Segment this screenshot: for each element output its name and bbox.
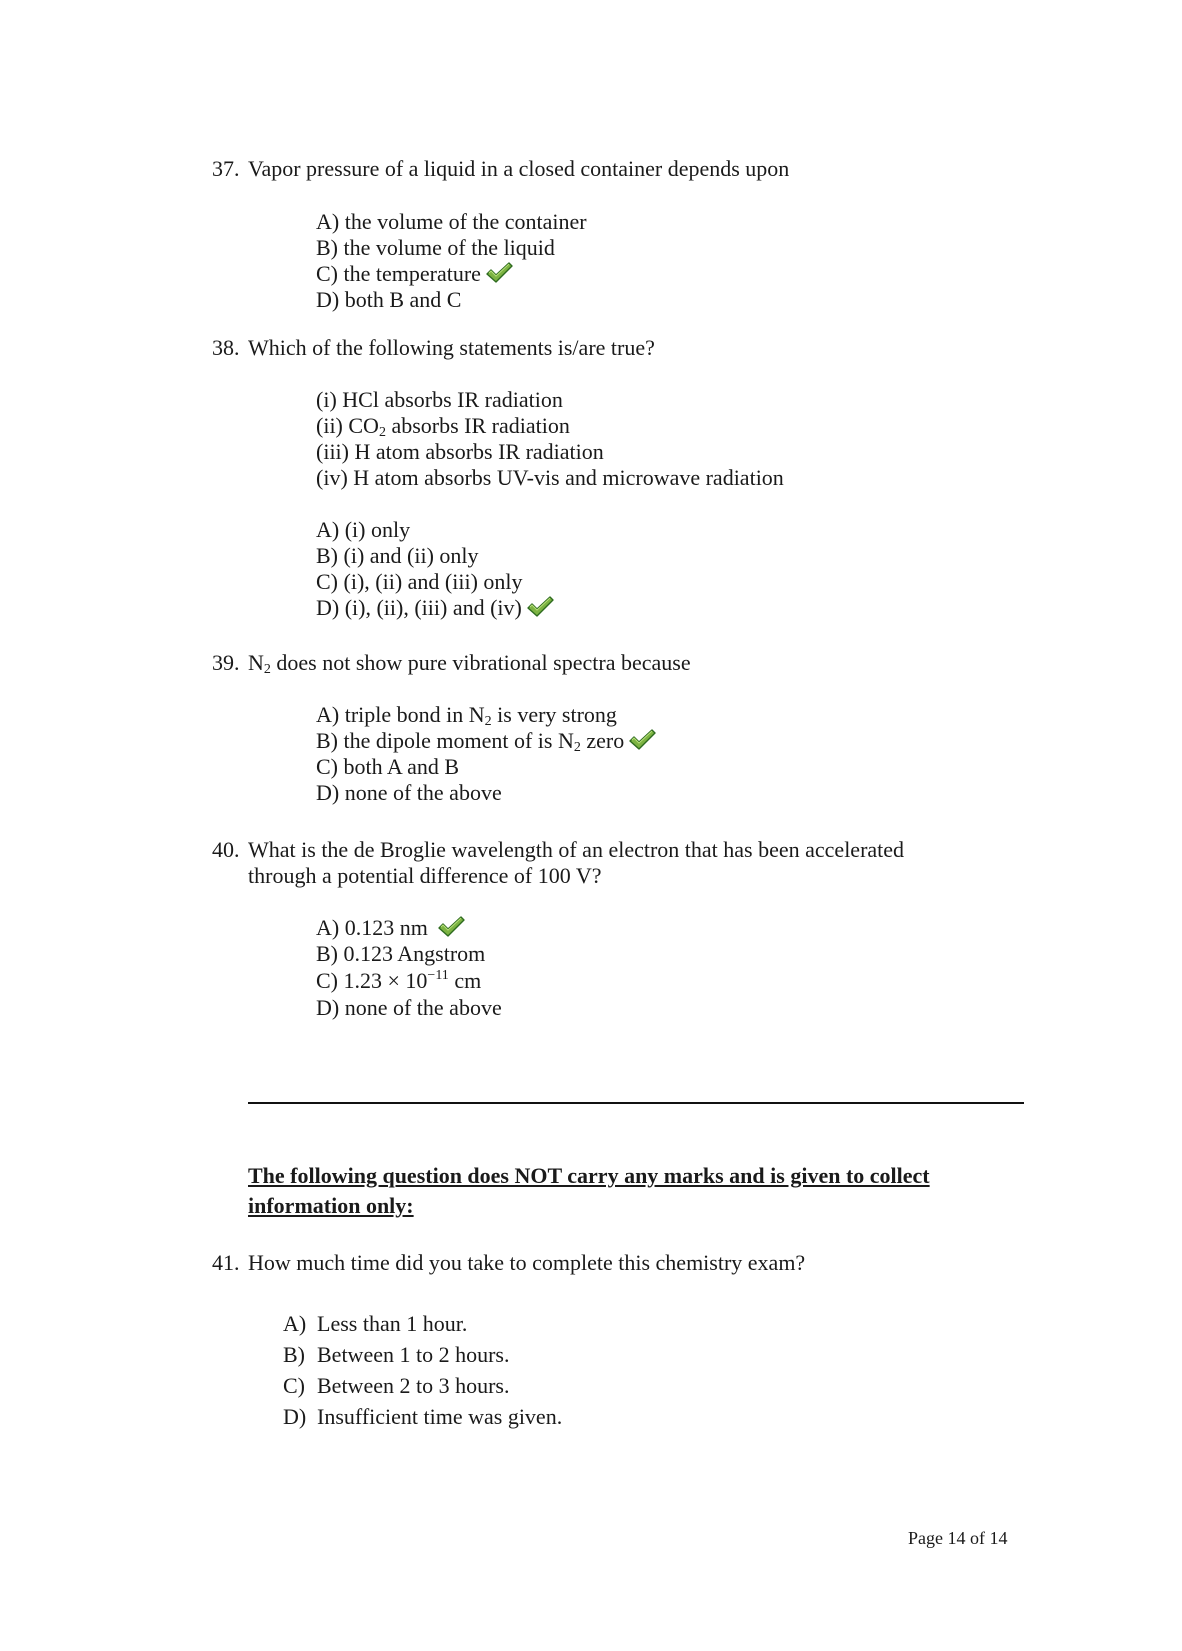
q39-option-b [316, 728, 656, 754]
q38-statement-2 [316, 413, 570, 439]
q41-option-a [283, 1311, 467, 1337]
q40-option-c-pre: C) 1.23 × 10 [316, 968, 428, 993]
q38-option-b: B) (i) and (ii) only [316, 543, 479, 568]
q37-option-a: A) the volume of the container [316, 209, 587, 234]
q39-option-b-post: zero [580, 728, 625, 753]
q38-statement-2-pre: (ii) CO [316, 413, 379, 438]
q38-statement-1: (i) HCl absorbs IR radiation [316, 387, 563, 412]
q38-option-d-label: D) (i), (ii), (iii) and (iv) [316, 595, 522, 620]
note-line-2: information only: [248, 1193, 414, 1218]
q39-text-post: does not show pure vibrational spectra because [270, 650, 691, 675]
q39-option-b-sub: 2 [573, 740, 581, 755]
question-40-line-2: through a potential difference of 100 V? [248, 863, 602, 888]
q39-option-d: D) none of the above [316, 780, 502, 805]
check-mark-icon [437, 915, 465, 939]
question-40-line-1: What is the de Broglie wavelength of an electron that has been accelerated [248, 837, 905, 862]
check-mark-icon [526, 595, 554, 619]
q41-option-a-text: Less than 1 hour. [317, 1311, 468, 1336]
q37-option-d: D) both B and C [316, 287, 462, 312]
q39-text-pre: N [248, 650, 264, 675]
q38-option-a: A) (i) only [316, 517, 411, 542]
q38-option-c: C) (i), (ii) and (iii) only [316, 569, 523, 594]
q39-text-sub: 2 [263, 662, 271, 677]
q41-option-a-letter: A) [283, 1311, 307, 1336]
q39-option-a-sub: 2 [484, 714, 492, 729]
q41-option-c-letter: C) [283, 1373, 305, 1398]
q39-option-a-post: is very strong [491, 702, 617, 727]
q40-option-a [316, 915, 465, 941]
q41-option-d-letter: D) [283, 1404, 307, 1429]
q38-statement-2-post: absorbs IR radiation [385, 413, 570, 438]
q39-option-b-pre: B) the dipole moment of is N [316, 728, 574, 753]
q40-option-c-exponent: −11 [427, 968, 449, 983]
question-41-text: How much time did you take to complete this chemistry exam? [248, 1250, 806, 1275]
q41-option-d [283, 1404, 562, 1430]
q40-option-d: D) none of the above [316, 995, 502, 1020]
q41-option-d-text: Insufficient time was given. [317, 1404, 563, 1429]
q37-option-c [316, 261, 513, 287]
check-mark-icon [628, 728, 656, 752]
question-37-number: 37. [212, 156, 240, 181]
question-40-number: 40. [212, 837, 240, 862]
q37-option-b: B) the volume of the liquid [316, 235, 555, 260]
question-39-number: 39. [212, 650, 240, 675]
q40-option-c [316, 968, 481, 994]
section-divider [248, 1102, 1024, 1104]
question-38-text: Which of the following statements is/are true? [248, 335, 655, 360]
q40-option-b: B) 0.123 Angstrom [316, 941, 486, 966]
q38-statement-3: (iii) H atom absorbs IR radiation [316, 439, 604, 464]
q41-option-b-letter: B) [283, 1342, 305, 1367]
q41-option-c [283, 1373, 509, 1399]
page-number: Page 14 of 14 [908, 1528, 1008, 1548]
q37-option-c-label: C) the temperature [316, 261, 481, 286]
q39-option-c: C) both A and B [316, 754, 460, 779]
q41-option-b [283, 1342, 509, 1368]
question-39-text [248, 650, 691, 676]
q39-option-a [316, 702, 617, 728]
q38-statement-2-sub: 2 [378, 425, 386, 440]
q41-option-c-text: Between 2 to 3 hours. [317, 1373, 510, 1398]
question-38-number: 38. [212, 335, 240, 360]
q38-statement-4: (iv) H atom absorbs UV-vis and microwave radiation [316, 465, 784, 490]
note-line-1: The following question does NOT carry any marks and is given to collect [248, 1163, 930, 1188]
q40-option-c-post: cm [448, 968, 482, 993]
question-41-number: 41. [212, 1250, 240, 1275]
q38-option-d [316, 595, 554, 621]
q39-option-a-pre: A) triple bond in N [316, 702, 485, 727]
q41-option-b-text: Between 1 to 2 hours. [317, 1342, 510, 1367]
question-37-text: Vapor pressure of a liquid in a closed container depends upon [248, 156, 790, 181]
q40-option-a-label: A) 0.123 nm [316, 915, 428, 940]
check-mark-icon [485, 261, 513, 285]
